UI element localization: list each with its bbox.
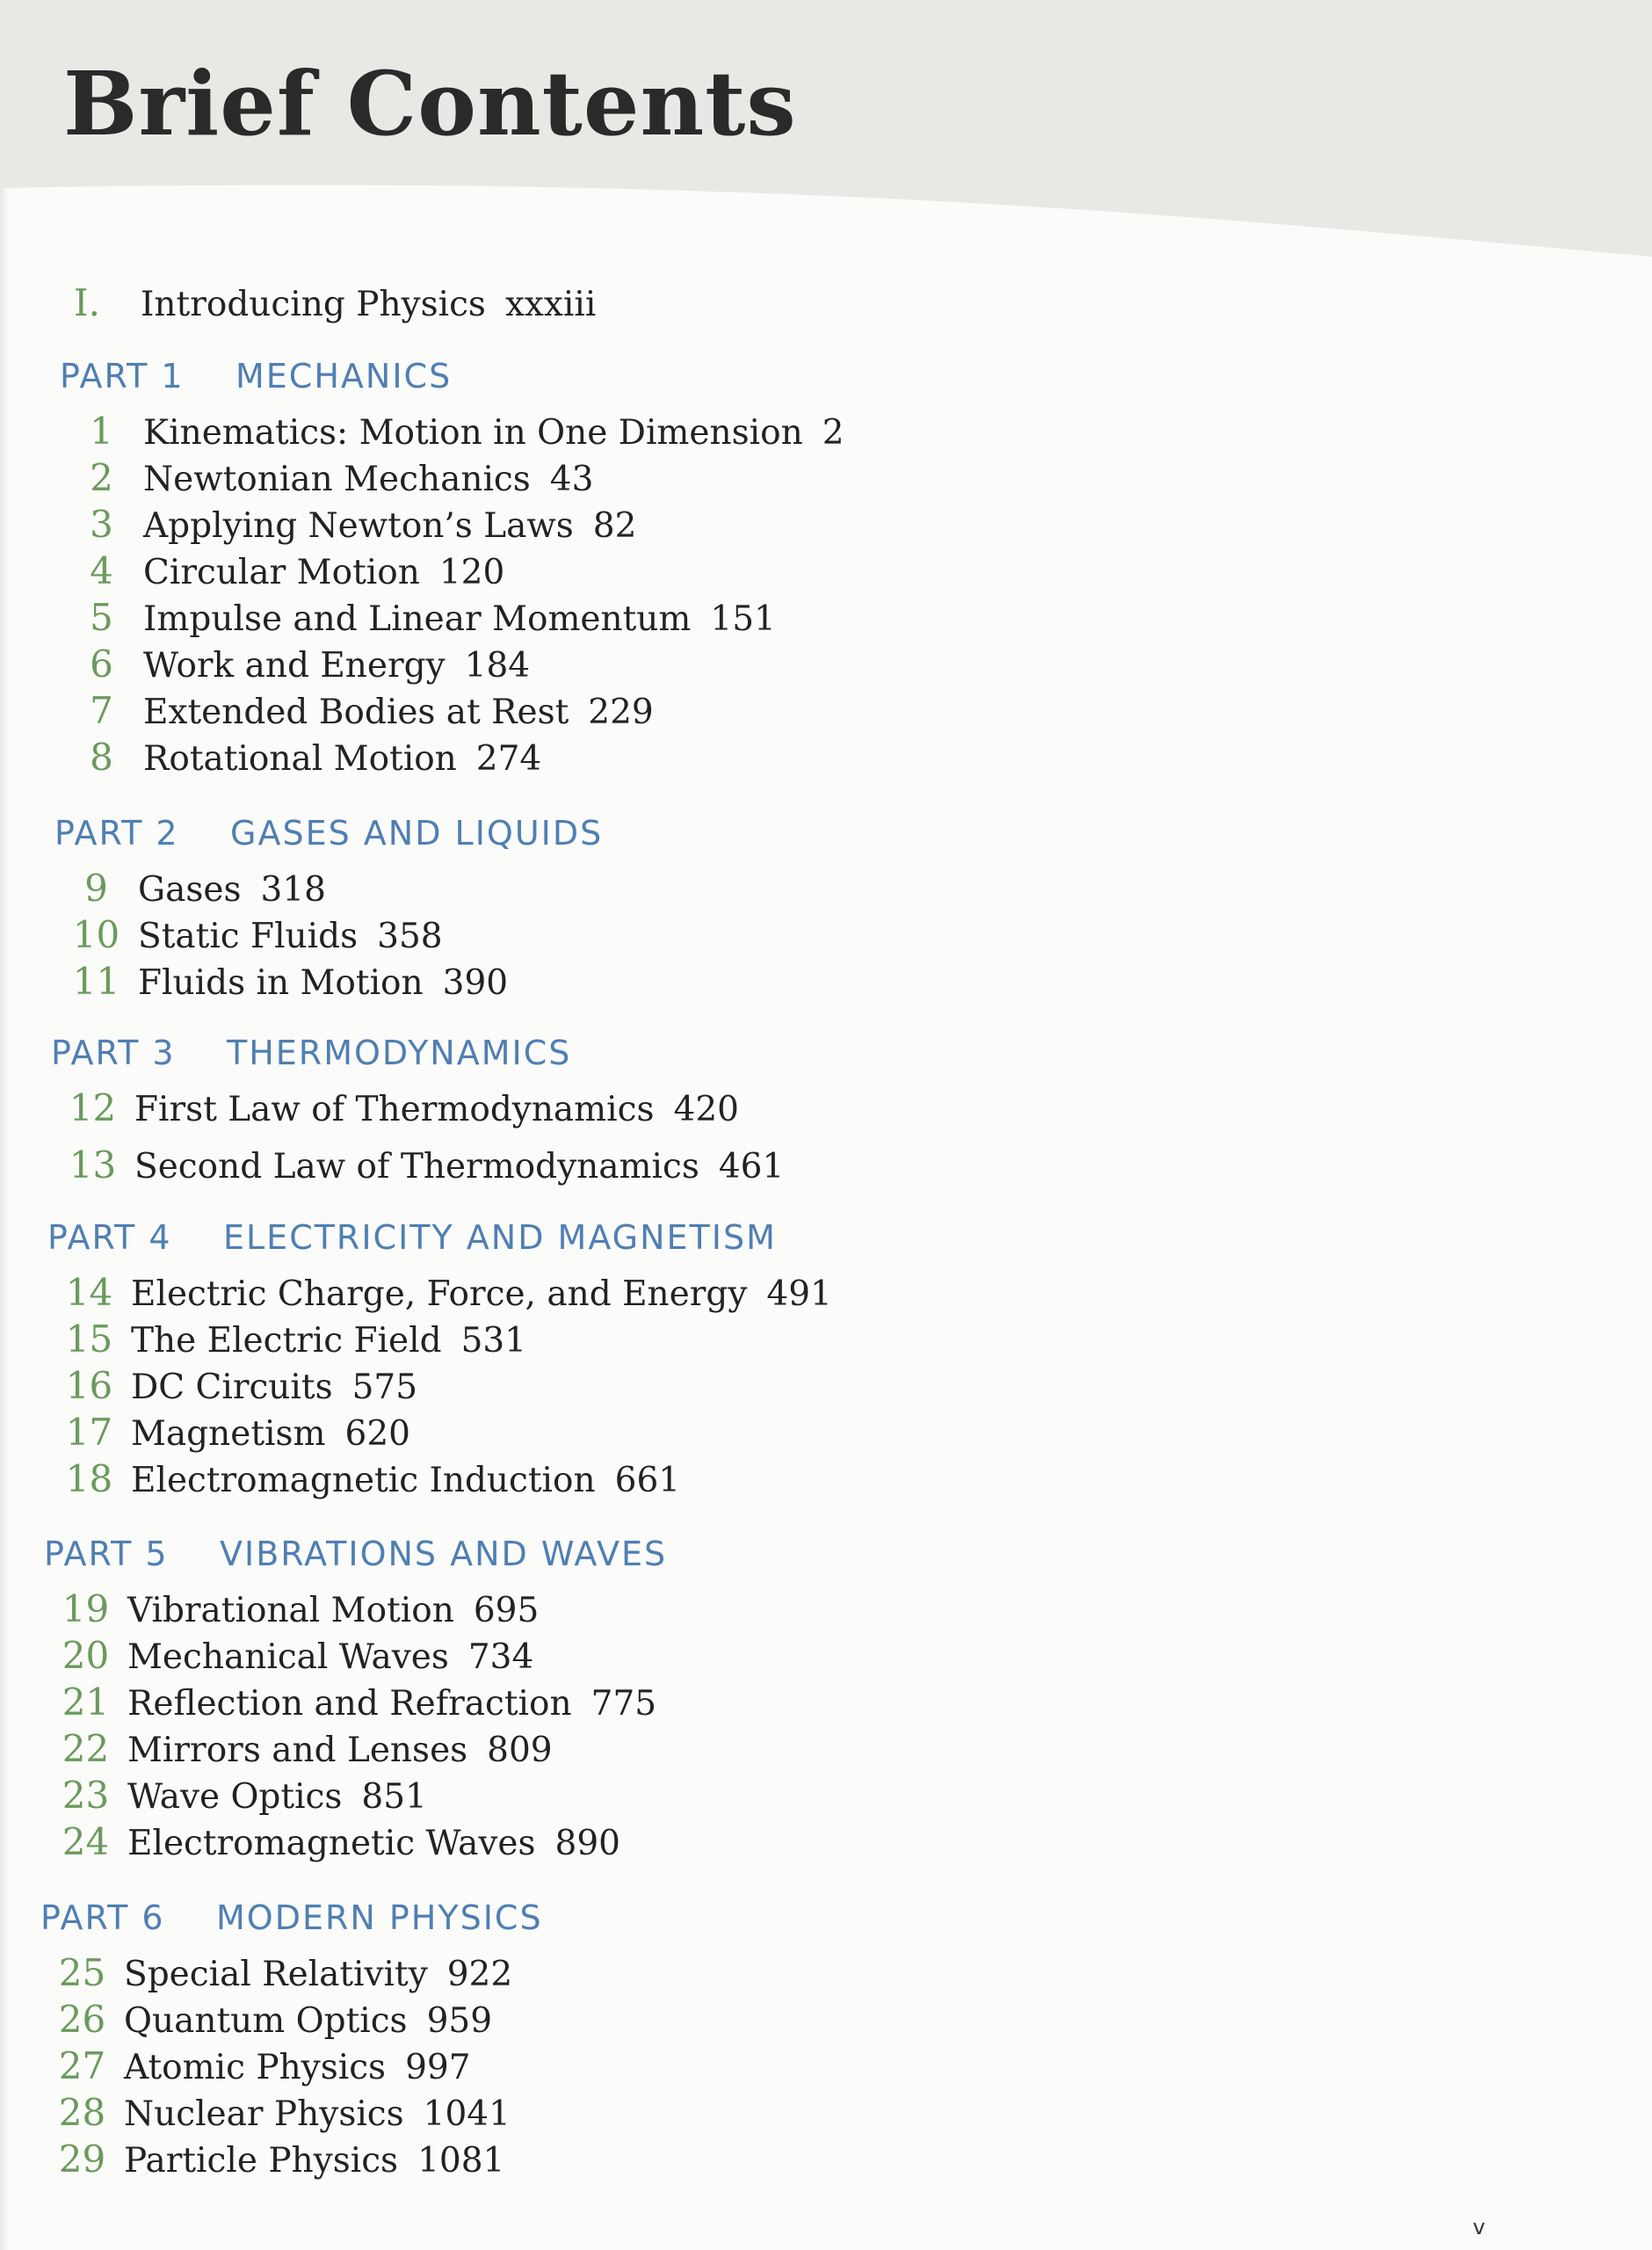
chapter-number: 16 [65,1364,113,1407]
chapter-entry[interactable] [60,456,844,503]
chapter-title: Newtonian Mechanics [143,460,531,499]
chapter-number: 26 [58,1998,106,2041]
chapter-number: 11 [72,960,120,1003]
chapter-title: First Law of Thermodynamics [134,1090,655,1129]
chapter-title: Kinematics: Motion in One Dimension [143,413,803,453]
chapter-page: 184 [464,646,531,686]
chapter-entry[interactable] [60,596,844,642]
chapter-entry[interactable] [54,960,603,1006]
chapter-page: 734 [467,1637,534,1677]
chapter-page: 997 [405,2048,471,2087]
page-title: Brief Contents [63,52,797,156]
chapter-page: 151 [710,599,776,639]
chapter-title: Mirrors and Lenses [127,1731,468,1770]
chapter-number: 3 [90,503,113,546]
part-6-section [40,1898,543,2184]
chapter-number: 8 [90,736,113,779]
chapter-number: 20 [62,1634,110,1677]
part-label: PART 5 [44,1535,169,1573]
chapter-entry[interactable] [47,1317,832,1364]
chapter-title: Applying Newton’s Laws [143,506,574,546]
part-label: PART 6 [40,1898,165,1937]
part-heading[interactable] [40,1898,543,1951]
chapter-number: 28 [58,2091,106,2134]
part-5-section [44,1535,667,1867]
chapter-page: 82 [592,506,637,546]
chapter-title: Mechanical Waves [127,1637,449,1677]
chapter-entry[interactable] [44,1587,667,1634]
chapter-number: 10 [72,913,120,956]
chapter-page: 1081 [417,2141,505,2181]
part-name: MECHANICS [235,357,453,396]
chapter-page: 420 [673,1090,739,1129]
chapter-entry[interactable] [47,1271,832,1317]
chapter-number: 9 [84,867,108,910]
chapter-title: Static Fluids [138,917,359,956]
chapter-page: 620 [344,1414,410,1454]
chapter-page: 318 [260,870,326,910]
part-heading[interactable] [44,1535,667,1587]
chapter-entry[interactable] [44,1820,667,1867]
chapter-entry[interactable] [60,736,844,782]
chapter-entry[interactable] [47,1364,832,1411]
part-name: THERMODYNAMICS [227,1034,572,1072]
chapter-page: 390 [442,963,509,1003]
part-heading[interactable] [54,814,603,867]
chapter-title: Particle Physics [124,2141,399,2181]
chapter-entry[interactable] [51,1143,784,1190]
part-heading[interactable] [47,1218,832,1271]
chapter-title: Rotational Motion [143,739,457,779]
chapter-page: 120 [438,553,505,592]
chapter-title: Quantum Optics [124,2001,408,2041]
chapter-number: 24 [62,1820,110,1863]
chapter-entry[interactable] [60,642,844,689]
chapter-page: 851 [361,1777,427,1817]
part-3-section [51,1034,784,1190]
intro-title: Introducing Physics [141,285,486,324]
intro-number: I. [74,281,100,324]
chapter-number: 5 [90,596,113,639]
chapter-number: 27 [58,2044,106,2087]
part-name: MODERN PHYSICS [216,1898,543,1937]
chapter-title: Second Law of Thermodynamics [134,1147,699,1187]
chapter-title: Reflection and Refraction [127,1684,572,1724]
chapter-page: 959 [426,2001,493,2041]
part-label: PART 3 [51,1034,176,1072]
chapter-title: Vibrational Motion [127,1591,454,1630]
part-heading[interactable] [60,357,844,410]
chapter-title: Nuclear Physics [124,2094,404,2134]
part-name: VIBRATIONS AND WAVES [220,1535,668,1573]
part-heading[interactable] [51,1034,784,1086]
part-4-section [47,1218,832,1504]
chapter-entry[interactable] [60,689,844,736]
chapter-title: Atomic Physics [124,2048,387,2087]
part-name: ELECTRICITY AND MAGNETISM [223,1218,777,1257]
chapter-number: 4 [90,549,113,592]
chapter-number: 17 [65,1411,113,1454]
part-name: GASES AND LIQUIDS [230,814,604,853]
chapter-page: 43 [549,460,594,499]
chapter-number: 1 [90,410,113,453]
chapter-number: 19 [62,1587,110,1630]
chapter-page: 229 [588,693,654,732]
part-label: PART 2 [54,814,179,853]
part-2-section [54,814,603,1006]
chapter-title: DC Circuits [131,1368,333,1407]
chapter-number: 15 [65,1317,113,1361]
chapter-page: 661 [614,1461,681,1500]
chapter-number: 23 [62,1774,110,1817]
chapter-title: Gases [138,870,242,910]
chapter-number: 6 [90,642,113,686]
chapter-entry[interactable] [54,867,603,913]
chapter-title: Wave Optics [127,1777,343,1817]
chapter-number: 14 [65,1271,113,1314]
page-number: v [1473,2215,1486,2239]
chapter-entry[interactable] [60,549,844,596]
part-label: PART 4 [47,1218,172,1257]
chapter-entry[interactable] [44,1774,667,1820]
chapter-page: 2 [822,413,844,453]
chapter-entry[interactable] [40,1998,543,2044]
intro-page: xxxiii [504,285,597,324]
chapter-page: 274 [475,739,542,779]
chapter-page: 531 [460,1321,527,1361]
chapter-page: 461 [718,1147,785,1187]
chapter-entry[interactable] [47,1457,832,1504]
chapter-entry[interactable] [51,1086,784,1133]
chapter-entry[interactable] [40,2138,543,2184]
chapter-entry[interactable] [60,410,844,456]
chapter-page: 575 [351,1368,418,1407]
chapter-number: 21 [62,1680,110,1724]
part-label: PART 1 [60,357,185,396]
chapter-title: The Electric Field [131,1321,442,1361]
chapter-title: Electromagnetic Waves [127,1824,536,1863]
chapter-number: 13 [69,1143,117,1187]
chapter-page: 809 [487,1731,553,1770]
chapter-title: Electromagnetic Induction [131,1461,596,1500]
chapter-title: Magnetism [131,1414,326,1454]
chapter-number: 12 [69,1086,117,1129]
chapter-title: Impulse and Linear Momentum [143,599,692,639]
chapter-title: Circular Motion [143,553,420,592]
chapter-title: Fluids in Motion [138,963,424,1003]
chapter-page: 491 [766,1274,832,1314]
chapter-title: Electric Charge, Force, and Energy [131,1274,748,1314]
chapter-entry[interactable] [40,2091,543,2138]
chapter-page: 358 [377,917,443,956]
chapter-entry[interactable] [44,1634,667,1680]
chapter-page: 890 [554,1824,620,1863]
chapter-page: 775 [591,1684,657,1724]
chapter-page: 922 [446,1955,513,1994]
chapter-page: 1041 [423,2094,511,2134]
chapter-entry[interactable] [40,1951,543,1998]
chapter-entry[interactable] [60,503,844,549]
chapter-title: Work and Energy [143,646,446,686]
chapter-number: 22 [62,1727,110,1770]
chapter-number: 25 [58,1951,106,1994]
chapter-entry[interactable] [44,1680,667,1727]
chapter-title: Extended Bodies at Rest [143,693,569,732]
chapter-entry[interactable] [47,1411,832,1457]
chapter-title: Special Relativity [124,1955,428,1994]
chapter-entry[interactable] [40,2044,543,2091]
chapter-page: 695 [473,1591,540,1630]
chapter-number: 2 [90,456,113,499]
chapter-number: 7 [90,689,113,732]
chapter-entry[interactable] [44,1727,667,1774]
chapter-number: 18 [65,1457,113,1500]
chapter-entry[interactable] [54,913,603,960]
chapter-number: 29 [58,2138,106,2181]
part-1-section [60,357,844,782]
